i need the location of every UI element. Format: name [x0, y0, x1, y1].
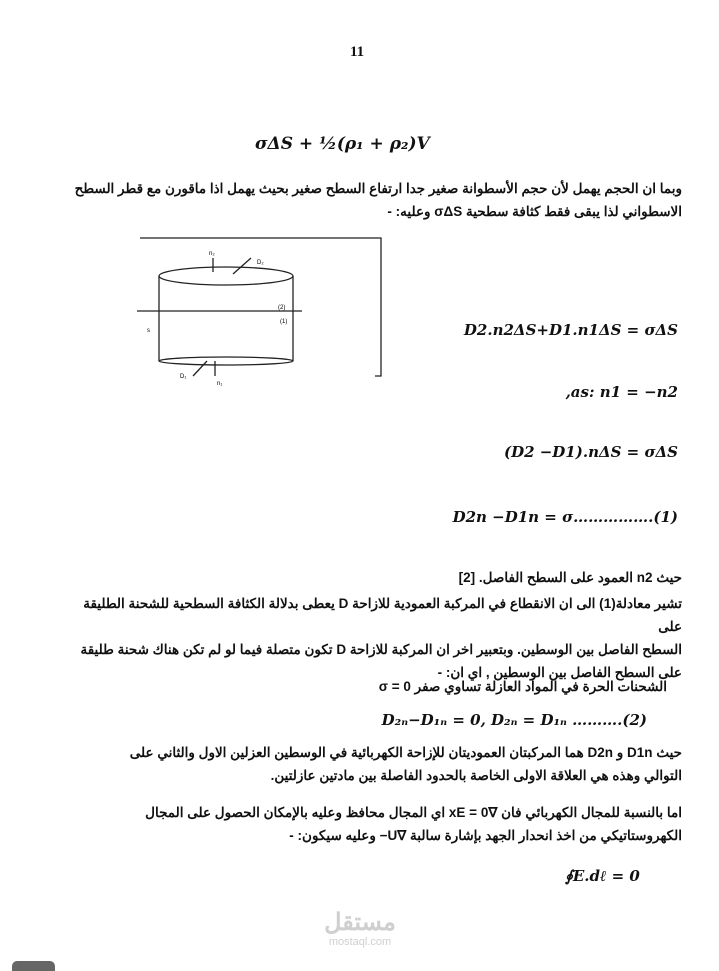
label-n2: n₂: [209, 251, 215, 257]
page-number: 11: [350, 44, 365, 60]
paragraph-5: [70, 801, 682, 847]
text-line: تشير معادلة(1) الى ان الانقطاع في المركبة العمودية للازاحة D يعطى بدلالة الكثافة السطحية للشحنة الطليقة على: [83, 596, 682, 634]
label-region2: (2): [278, 305, 286, 311]
sigma-zero-line: الشحنات الحرة في المواد العازلة تساوي صفر σ = 0: [378, 679, 667, 694]
equation-difference: (D2 −D1).nΔS = σΔS: [503, 443, 678, 461]
equation-final: ∮E.dℓ = 0: [565, 867, 640, 885]
text-line: الكهروستاتيكي من اخذ انحدار الجهد بإشارة سالبة ∇U− وعليه سيكون: -: [289, 828, 682, 843]
label-D2: D₂: [257, 260, 264, 266]
label-D1: D₁: [180, 374, 187, 380]
paragraph-3: [70, 592, 682, 684]
label-region1: (1): [280, 319, 288, 325]
text-line: التوالي وهذه هي العلاقة الاولى الخاصة بالحدود الفاصلة بين مادتين عازلتين.: [270, 768, 682, 783]
text-line: السطح الفاصل بين الوسطين. وبتعبير اخر ان المركبة للازاحة D تكون متصلة فيما لو لم تكن هناك شحنة طليقة: [80, 642, 682, 657]
formula-top: σΔS + ½(ρ₁ + ρ₂)V: [255, 134, 430, 154]
equation-normals: ,as: n1 = −n2: [565, 383, 678, 401]
watermark: [300, 910, 420, 948]
equation-2: D₂ₙ−D₁ₙ = 0, D₂ₙ = D₁ₙ ……….(2): [381, 711, 647, 729]
watermark-url: mostaql.com: [328, 936, 392, 948]
label-n1: n₁: [217, 381, 223, 387]
cylinder-diagram: [135, 230, 395, 390]
text-line: اما بالنسبة للمجال الكهربائي فان ∇xE = 0 اي المجال محافظ وعليه بالإمكان الحصول على المجال: [145, 805, 682, 820]
paragraph-2: حيث n2 العمود على السطح الفاصل. [2]: [458, 570, 682, 585]
text-line: الاسطواني لذا يبقى فقط كثافة سطحية σΔS وعليه: -: [387, 204, 682, 219]
text-line: على السطح الفاصل بين الوسطين , اي ان: -: [437, 665, 682, 680]
equation-boundary: D2.n2ΔS+D1.n1ΔS = σΔS: [463, 321, 678, 339]
paragraph-1: [70, 177, 682, 223]
label-s: s: [147, 328, 150, 334]
text-line: حيث D1n و D2n هما المركبتان العموديتان للإزاحة الكهربائية في الوسطين العزلين الاول والثاني على: [129, 745, 682, 760]
watermark-logo: مستقل: [324, 909, 396, 936]
text-line: وبما ان الحجم يهمل لأن حجم الأسطوانة صغير جدا ارتفاع السطح صغير بحيث يهمل اذا ماقورن مع قطر السطح: [74, 181, 682, 196]
floating-button[interactable]: [12, 961, 55, 971]
equation-1: D2n −D1n = σ…………….(1): [452, 508, 678, 526]
paragraph-4: [70, 741, 682, 787]
